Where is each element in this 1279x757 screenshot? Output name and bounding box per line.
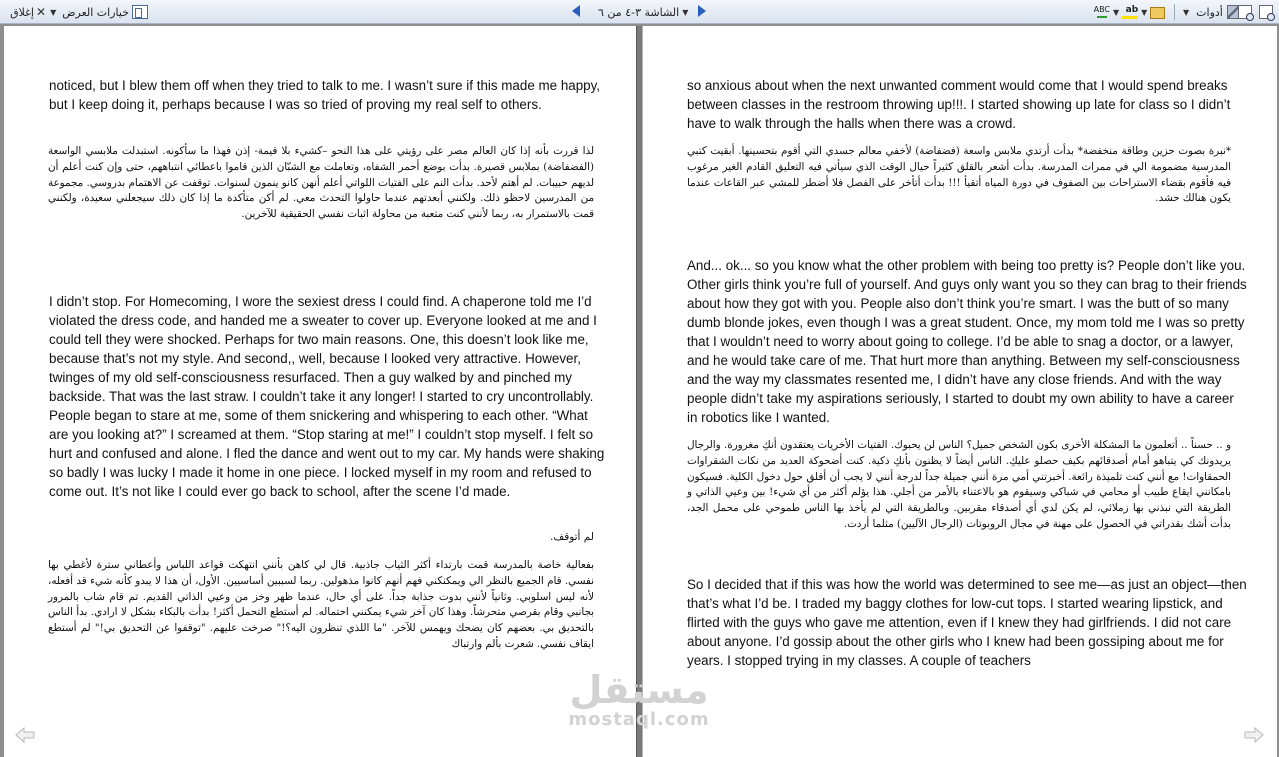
previous-page-arrow-icon[interactable] <box>15 727 35 743</box>
chevron-down-icon[interactable]: ▼ <box>1113 7 1120 17</box>
close-icon: ✕ <box>35 5 47 19</box>
next-page-arrow-icon[interactable] <box>1244 727 1264 743</box>
chevron-down-icon[interactable]: ▼ <box>1141 7 1148 17</box>
highlight-icon[interactable]: ab <box>1122 5 1138 19</box>
paragraph-english-2: I didn’t stop. For Homecoming, I wore the sexiest dress I could find. A chaperone told me I’d violated the dress code, and handed me a sweater to cover up. Everyone looked at me and I could tell they were shocked. Perhaps for two main reasons. One, this doesn’t look like me, because that’s not my style. And second,, well, because I looked very attractive. However, twinges of my old self-consciousness resurfaced. Then a guy walked by and pinched my backside. That was the last straw. I couldn’t take it any longer! I started to cry uncontrollably. People began to stare at me, some of them snickering and whispering to each other. “What are you looking at?” I screamed at them. “Stop staring at me!” I couldn’t stop myself. I felt so hurt and confused and alone. I fled the dance and went out to my car. My hands were shaking so badly I was lucky I made it home in one piece. I locked myself in my room and refused to come out. It’s not like I could ever go back to school, after the scene I’d made. <box>49 294 605 499</box>
chevron-down-icon: ▼ <box>682 7 689 17</box>
paragraph-arabic-2: لم أتوقف. <box>549 531 594 543</box>
view-options-label: خيارات العرض <box>62 5 129 19</box>
screen-indicator[interactable] <box>598 4 691 20</box>
highlight-toolbar <box>1094 4 1165 20</box>
view-options-icon <box>132 5 148 19</box>
zoom-button[interactable] <box>1238 4 1252 20</box>
paragraph-english-3: So I decided that if this was how the world was determined to see me—as just an object—then that’s what I’d be. I traded my baggy clothes for low-cut tops. I started wearing lipstick, and flirted with the guys who gave me attention, even if I knew they had girlfriends. I did not care about anyone. I’d gossip about the other girls who I knew had been gossiping about me for years. I stopped trying in my classes. A couple of teachers <box>687 577 1247 668</box>
chevron-down-icon: ▼ <box>1183 7 1190 17</box>
paragraph-arabic-1: *نبرة بصوت حزين وطاقة منخفضة* بدأت أرتدي ملابس واسعة (فضفاضة) لأخفي معالم جسدي التي أقوم بتحسينها. أبقيت كتبي المدرسية مضمومة الي في ممرات المدرسة. بدأت أشعر بالقلق كثيراً حيال الوقت الذي سيأتي فيه التعليق القادم الغير مرغوب فيه فأقوم بقضاء الاستراحات بين الصفوف في دورة المياه أتقيأ !!! بدأت أتأخر على الفصل فلا أضطر للمشي عبر القاعات عندما يكون هنالك حشد. <box>687 145 1231 205</box>
paragraph-arabic-1: لذا قررت بأنه إذا كان العالم مصر على رؤيتي على هذا النحو –كشيء بلا قيمة- إذن فهذا ما سأكونه. استبدلت ملابسي الواسعة (الفضفاضة) بملابس قصيرة. بدأت بوضع أحمر الشفاه، وتعاملت مع الشبّان الذين قاموا باعطائي انتباههم، حتى وإن كنت أعلم أن لديهم حبيبات. لم أهتم لأحد. بدأت النم على الفتيات اللواتي أعلم أنهن كانو ينمون لسنوات. توقفت عن الاهتمام بدروسي. مجموعة من المدرسين لاحظو ذلك. ولكنني أبعدتهم عندما حاولوا التحدث معي. لم أكن متأكدة ما إذا كان ذلك سيجعلني سعيدة، ولكنني قمت بالاستمرار به، ربما لأنني كنت متعبة من محاولة اثبات نفسي الحقيقية للآخرين. <box>48 145 594 221</box>
next-screen-button[interactable] <box>698 5 706 17</box>
watermark-arabic: مستقل <box>569 668 709 712</box>
page-divider <box>636 26 643 757</box>
screen-info: الشاشة ٣-٤ من ٦ <box>598 5 680 19</box>
previous-screen-button[interactable] <box>572 5 580 17</box>
paragraph-english-2: And... ok... so you know what the other problem with being too pretty is? People don’t like you. Other girls think you’re full of yourself. And guys only want you so they can brag to their friends about how they got with you. People also don’t think you’re smart. I was the butt of so many dumb blonde jokes, even though I was a great student. Once, my mom told me I was so pretty that I wouldn’t need to worry about going to college. I’d be able to snag a doctor, or a lawyer, and he would take care of me. That hurt more than anything. Between my self-consciousness and the way my classmates resented me, I didn’t have any close friends. And with the way people didn’t take my aspirations seriously, I started to doubt my own ability to have a career in robotics like I wanted. <box>687 258 1247 425</box>
tools-menu[interactable] <box>1180 4 1241 20</box>
zoom-icon <box>1238 5 1252 19</box>
view-options-button[interactable] <box>47 4 148 20</box>
toolbar-separator <box>1174 4 1175 20</box>
help-icon <box>1259 5 1273 19</box>
tools-label: أدوات <box>1196 5 1223 19</box>
left-page <box>4 26 636 757</box>
paragraph-english-1: noticed, but I blew them off when they tried to talk to me. I wasn’t sure if this made me happy, but I keep doing it, perhaps because I was so tried of proving my real self to others. <box>49 78 601 112</box>
help-button[interactable] <box>1259 4 1273 20</box>
right-page <box>643 26 1277 757</box>
paragraph-arabic-3: بفعالية خاصة بالمدرسة قمت بارتداء أكثر الثياب جاذبية. قال لي كاهن بأنني انتهكت قواعد اللباس وأعطاني سترة لأغطي بها نفسي. قام الجميع بالنظر الي ويمكنكني فهم أنهم كانوا مذهولين. ربما لسببين أساسيين. الأول، أن هذا لا يبدو كأنه شيء قد أفعله، لأنه ليس اسلوبي. وثانياً لأنني بدوت جذابة جداً. على أي حال، عندما ظهر وخز من وعيي الذاتي القديم. تم قام شاب بالمرور بجانبي وقام بقرصي متحرشاً. وهذا كان آخر شيء يمكنني احتماله. لم أستطع التحمل أكثر! بدأت بالبكاء بشكل لا ارادي. بدأ الناس بالتحديق بي. بعضهم كان يضحك ويهمس للآخر. "ما اللذي تنظرون اليه؟!" صرخت عليهم. "توقفوا عن التحديق بي!" لم أستطع ايقاف نفسي. شعرت بألم وارتباك <box>48 559 594 650</box>
paragraph-english-1: so anxious about when the next unwanted comment would come that I would spend breaks between classes in the restroom throwing up!!!. I started showing up late for class so I didn’t have to walk through the halls when there was a crowd. <box>687 78 1231 131</box>
watermark-latin: mostaql.com <box>568 709 710 730</box>
close-label: إغلاق <box>10 5 34 19</box>
spelling-icon[interactable]: ABC <box>1094 5 1110 19</box>
paragraph-arabic-2: و .. حسناً .. أتعلمون ما المشكلة الأخرى بكون الشخص جميل؟ الناس لن يحبوك. الفتيات الأخريات يعتقدون أنكِ مغرورة. والرجال يريدونك كي يتباهو أمام أصدقائهم بكيف حصلو عليكِ. الناس أيضاً لا يظنون بأنكِ ذكية. كنت أضحوكة العديد من نكات الشقراوات الحمقاوات! مع أنني كنت تلميذة رائعة. أخبرتني أمي مرة أنني جميلة جداً لدرجة أنني لا يجب أن أقلق حول دخول الكلية. فسيكون بامكانني ايقاع طبيب أو محامي في شباكي وسيقوم هو بالاعتناء بالأمر من أجلي. هذا يؤلم أكثر من أي شيء! بين وعيي الذاتي و الطريقة التي نبذني بها زملائي، لم يكن لدي أي أصدقاء مقربين. وبالطريقة التي لم يأخذ بها الناس طموحي على محمل الجد، بدأت أشك بقدراتي في الحصول على مهنة في مجال الروبوتات (الرجال الآليين) مثلما أردت. <box>687 439 1231 530</box>
chevron-down-icon: ▼ <box>50 7 57 17</box>
watermark-logo <box>554 670 724 730</box>
close-button[interactable] <box>2 4 48 20</box>
reading-toolbar <box>0 0 1279 24</box>
folder-icon[interactable] <box>1150 7 1165 19</box>
